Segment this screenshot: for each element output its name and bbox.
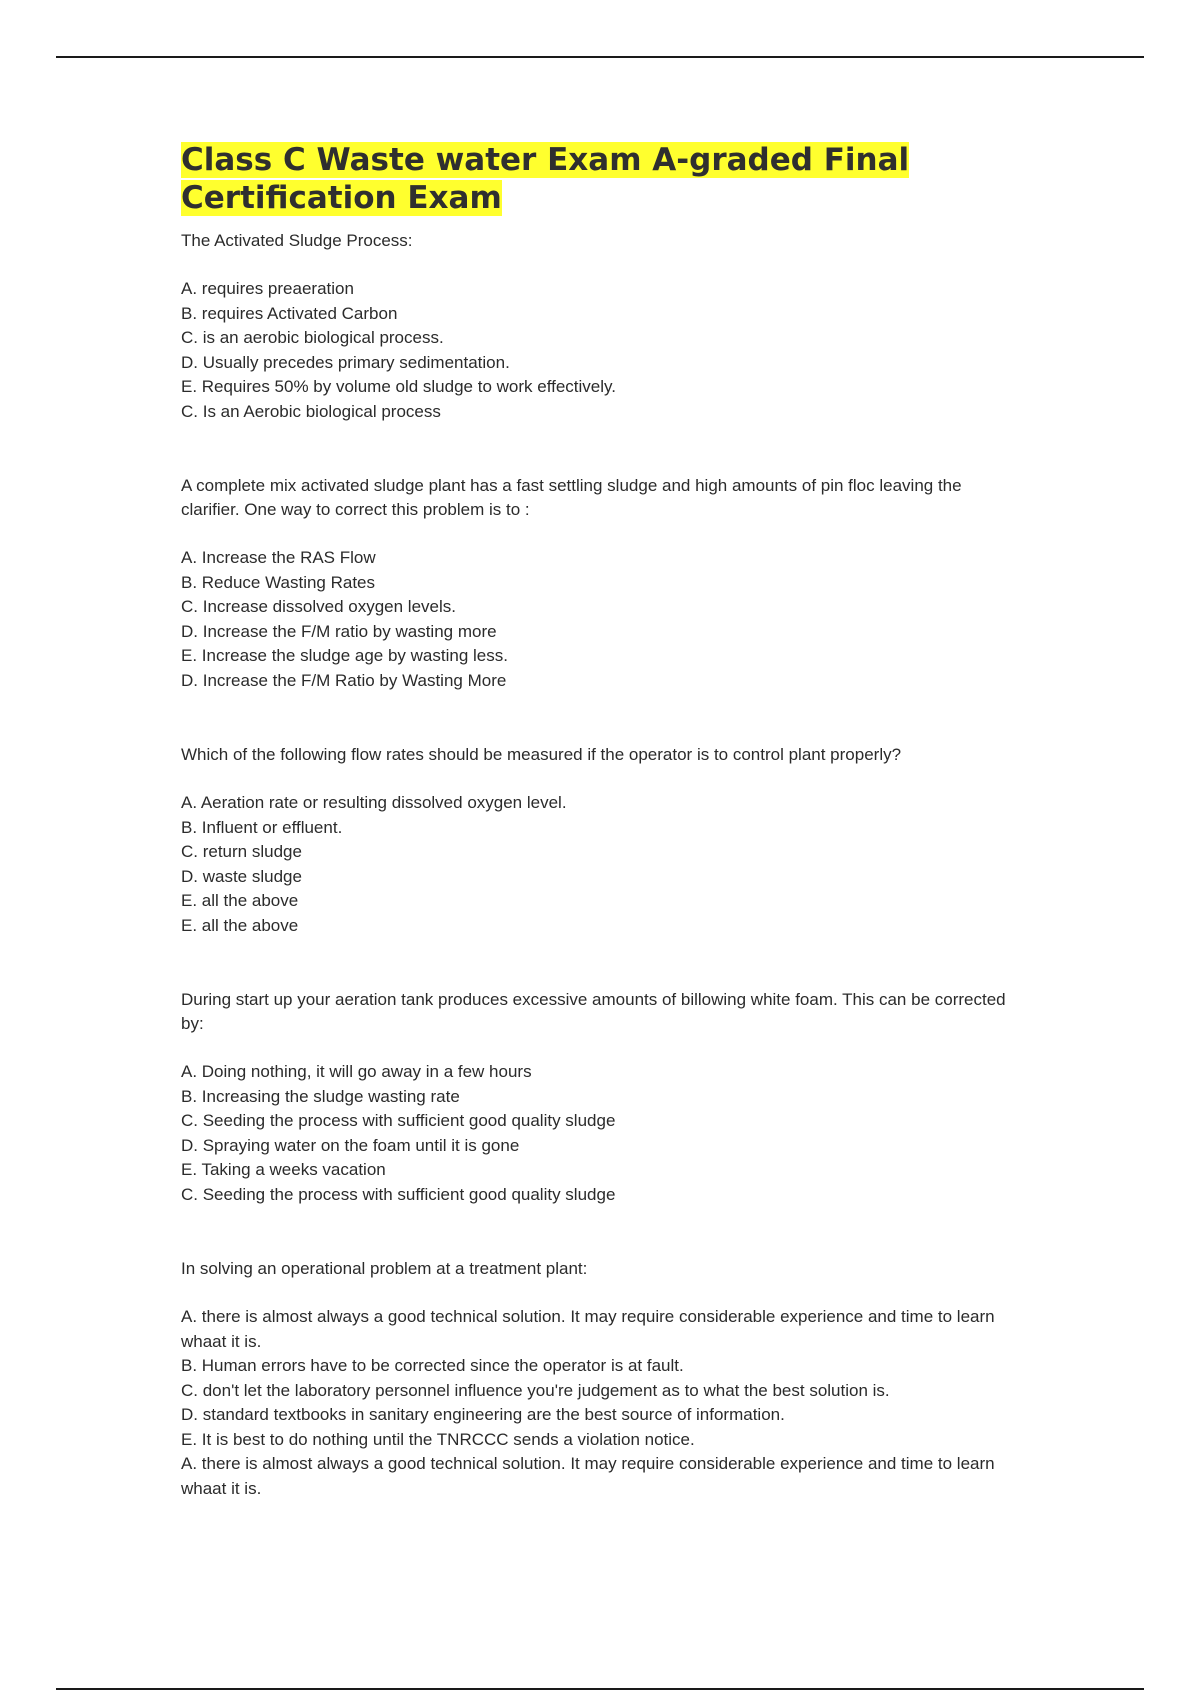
question-prompt: In solving an operational problem at a treatment plant: xyxy=(181,1259,588,1278)
answer-option: A. Doing nothing, it will go away in a few hours xyxy=(181,1062,532,1081)
question-block xyxy=(181,474,1011,693)
question-block xyxy=(181,988,1011,1207)
answer-option: A. Increase the RAS Flow xyxy=(181,548,376,567)
document-body xyxy=(181,141,1011,1551)
answer-option: E. Requires 50% by volume old sludge to work effectively. xyxy=(181,377,616,396)
answer-option: E. It is best to do nothing until the TNRCCC sends a violation notice. xyxy=(181,1429,695,1449)
footer-rule xyxy=(56,1688,1144,1690)
answer-option: D. standard textbooks in sanitary engineering are the best source of information. xyxy=(181,1405,785,1424)
answer-option: E. Taking a weeks vacation xyxy=(181,1160,386,1179)
answer-option: C. is an aerobic biological process. xyxy=(181,328,444,347)
answer-option: C. return sludge xyxy=(181,842,302,861)
answer-option: D. Usually precedes primary sedimentation. xyxy=(181,352,510,372)
correct-answer: C. Seeding the process with sufficient good quality sludge xyxy=(181,1184,616,1204)
answer-option: B. Increasing the sludge wasting rate xyxy=(181,1086,460,1106)
answer-option: D. waste sludge xyxy=(181,866,302,886)
answer-option: C. Seeding the process with sufficient good quality sludge xyxy=(181,1111,616,1130)
question-prompt: During start up your aeration tank produces excessive amounts of billowing white foam. This can be corrected by: xyxy=(181,990,1006,1033)
correct-answer: A. there is almost always a good technical solution. It may require considerable experience and time to learn whaat it is. xyxy=(181,1454,995,1498)
answer-option: C. Increase dissolved oxygen levels. xyxy=(181,597,456,616)
answer-option: B. Influent or effluent. xyxy=(181,817,343,837)
question-block xyxy=(181,1257,1011,1501)
correct-answer: D. Increase the F/M Ratio by Wasting More xyxy=(181,670,507,690)
correct-answer: E. all the above xyxy=(181,915,299,935)
answer-option: B. Human errors have to be corrected since the operator is at fault. xyxy=(181,1356,684,1375)
question-block xyxy=(181,743,1011,938)
question-prompt: The Activated Sludge Process: xyxy=(181,231,413,250)
answer-option: C. don't let the laboratory personnel influence you're judgement as to what the best solution is. xyxy=(181,1380,890,1400)
document-title xyxy=(181,141,1011,217)
answer-option: E. all the above xyxy=(181,891,299,910)
answer-option: E. Increase the sludge age by wasting less. xyxy=(181,646,508,665)
answer-option: D. Increase the F/M ratio by wasting more xyxy=(181,621,497,641)
answer-option: A. there is almost always a good technical solution. It may require considerable experience and time to learn whaat it is. xyxy=(181,1307,995,1351)
answer-option: D. Spraying water on the foam until it is gone xyxy=(181,1135,520,1155)
answer-option: B. requires Activated Carbon xyxy=(181,303,398,323)
answer-option: B. Reduce Wasting Rates xyxy=(181,572,376,592)
header-rule xyxy=(56,56,1144,58)
title-highlight: Class C Waste water Exam A-graded Final Certification Exam xyxy=(181,142,910,216)
question-block xyxy=(181,229,1011,424)
correct-answer: C. Is an Aerobic biological process xyxy=(181,401,441,421)
answer-option: A. Aeration rate or resulting dissolved oxygen level. xyxy=(181,793,567,812)
question-prompt: Which of the following flow rates should be measured if the operator is to control plant properly? xyxy=(181,745,902,764)
answer-option: A. requires preaeration xyxy=(181,279,354,298)
question-prompt: A complete mix activated sludge plant has a fast settling sludge and high amounts of pin floc leaving the clarifier. One way to correct this problem is to : xyxy=(181,476,962,519)
